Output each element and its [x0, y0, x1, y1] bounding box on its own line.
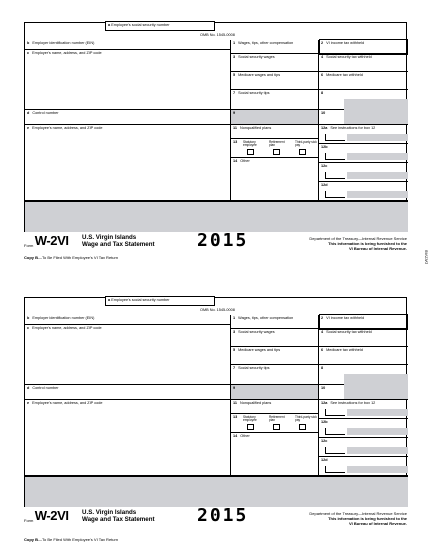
code-12b-line: [325, 153, 345, 160]
w2vi-form-grid: [24, 297, 407, 507]
box-8[interactable]: 8: [319, 365, 408, 385]
form-copy-top: [0, 0, 425, 275]
box-1-wages[interactable]: 1 Wages, tips, other compensation: [231, 315, 319, 329]
box-12a[interactable]: 12a See instructions for box 12: [319, 400, 408, 419]
code-12d-shade: [347, 466, 408, 473]
box-10-shade: [344, 385, 408, 400]
form-title: U.S. Virgin Islands Wage and Tax Statement: [82, 509, 155, 523]
box-14-other[interactable]: 14 Other: [231, 158, 319, 201]
code-12c-line: [325, 172, 345, 179]
code-12a-shade: [347, 409, 408, 416]
code-12a-shade: [347, 134, 408, 141]
box-14-other[interactable]: 14 Other: [231, 433, 319, 476]
box-6-medicare-tax[interactable]: 6 Medicare tax withheld: [319, 347, 408, 365]
box-2-highlight: [319, 314, 408, 330]
statutory-employee-checkbox[interactable]: [247, 424, 254, 430]
box-9: 9: [231, 110, 319, 125]
code-12b-shade: [347, 153, 408, 160]
tax-year: 2015: [197, 230, 249, 251]
box-10[interactable]: 10: [319, 110, 408, 125]
retirement-plan-checkbox[interactable]: [273, 149, 280, 155]
w2vi-form-grid: [24, 22, 407, 232]
tax-year: 2015: [197, 505, 249, 526]
state-area-shade: [25, 201, 408, 232]
control-number-field[interactable]: d Control number: [25, 385, 231, 400]
statutory-employee-checkbox[interactable]: [247, 149, 254, 155]
employee-name-field[interactable]: e Employee's name, address, and ZIP code: [25, 400, 231, 476]
box-3-ss-wages[interactable]: 3 Social security wages: [231, 329, 319, 347]
dept-notice: Department of the Treasury—Internal Revenue Service This information is being furnished to the VI Bureau of Internal Revenue.: [309, 511, 407, 526]
box-11-nonqualified[interactable]: 11 Nonqualified plans: [231, 400, 319, 414]
box-5-medicare-wages[interactable]: 5 Medicare wages and tips: [231, 72, 319, 90]
copy-label: Copy B—To Be Filed With Employee's VI Tax Return: [24, 255, 119, 260]
form-title: U.S. Virgin Islands Wage and Tax Statement: [82, 234, 155, 248]
box-13-checks: 13: [231, 414, 319, 433]
third-party-sick-pay-checkbox[interactable]: [299, 149, 306, 155]
box-13-labels: Statutory employeeRetirement planThird-party sick pay: [243, 415, 317, 423]
code-12d-shade: [347, 191, 408, 198]
box-12b[interactable]: 12b: [319, 419, 408, 438]
code-12a-line: [325, 134, 345, 141]
third-party-sick-pay-checkbox[interactable]: [299, 424, 306, 430]
box-7-ss-tips[interactable]: 7 Social security tips: [231, 90, 319, 110]
box-6-medicare-tax[interactable]: 6 Medicare tax withheld: [319, 72, 408, 90]
box-10-shade: [344, 110, 408, 125]
box-4-ss-tax[interactable]: 4 Social security tax withheld: [319, 329, 408, 347]
control-number-field[interactable]: d Control number: [25, 110, 231, 125]
employer-name-field[interactable]: c Employer's name, address, and ZIP code: [25, 50, 231, 110]
box-12c[interactable]: 12c: [319, 163, 408, 182]
box-8-shade: [344, 374, 408, 385]
ssn-field[interactable]: a Employee's social security number: [105, 21, 215, 31]
state-area-shade: [25, 476, 408, 507]
code-12d-line: [325, 466, 345, 473]
ein-field[interactable]: b Employer identification number (EIN): [25, 40, 231, 50]
box-3-ss-wages[interactable]: 3 Social security wages: [231, 54, 319, 72]
box-13-checks: 13: [231, 139, 319, 158]
box-5-medicare-wages[interactable]: 5 Medicare wages and tips: [231, 347, 319, 365]
retirement-plan-checkbox[interactable]: [273, 424, 280, 430]
box-8[interactable]: 8: [319, 90, 408, 110]
employer-name-field[interactable]: c Employer's name, address, and ZIP code: [25, 325, 231, 385]
code-12c-line: [325, 447, 345, 454]
box-12a[interactable]: 12a See instructions for box 12: [319, 125, 408, 144]
box-12c[interactable]: 12c: [319, 438, 408, 457]
side-form-code: LW2VIB: [423, 250, 428, 265]
box-2-highlight: [319, 39, 408, 55]
box-2-vi-tax[interactable]: 2 VI income tax withheld: [319, 40, 408, 54]
box-9: 9: [231, 385, 319, 400]
ssn-field[interactable]: a Employee's social security number: [105, 296, 215, 306]
box-13-labels: Statutory employeeRetirement planThird-party sick pay: [243, 140, 317, 148]
box-12d[interactable]: 12d: [319, 182, 408, 201]
box-10[interactable]: 10: [319, 385, 408, 400]
employee-name-field[interactable]: e Employee's name, address, and ZIP code: [25, 125, 231, 201]
code-12d-line: [325, 191, 345, 198]
omb-number: OMB No. 1545-0008: [200, 308, 235, 312]
code-12a-line: [325, 409, 345, 416]
box-8-shade: [344, 99, 408, 110]
box-7-ss-tips[interactable]: 7 Social security tips: [231, 365, 319, 385]
omb-number: OMB No. 1545-0008: [200, 33, 235, 37]
code-12c-shade: [347, 172, 408, 179]
code-12b-line: [325, 428, 345, 435]
box-12b[interactable]: 12b: [319, 144, 408, 163]
box-11-nonqualified[interactable]: 11 Nonqualified plans: [231, 125, 319, 139]
dept-notice: Department of the Treasury—Internal Revenue Service This information is being furnished to the VI Bureau of Internal Revenue.: [309, 236, 407, 251]
box-12d[interactable]: 12d: [319, 457, 408, 476]
code-12b-shade: [347, 428, 408, 435]
box-1-wages[interactable]: 1 Wages, tips, other compensation: [231, 40, 319, 54]
ein-field[interactable]: b Employer identification number (EIN): [25, 315, 231, 325]
box-2-vi-tax[interactable]: 2 VI income tax withheld: [319, 315, 408, 329]
box-4-ss-tax[interactable]: 4 Social security tax withheld: [319, 54, 408, 72]
code-12c-shade: [347, 447, 408, 454]
form-id: Form W-2VI: [24, 233, 69, 248]
copy-label: Copy B—To Be Filed With Employee's VI Tax Return: [24, 537, 119, 542]
form-copy-bottom: [0, 275, 425, 550]
form-id: Form W-2VI: [24, 508, 69, 523]
